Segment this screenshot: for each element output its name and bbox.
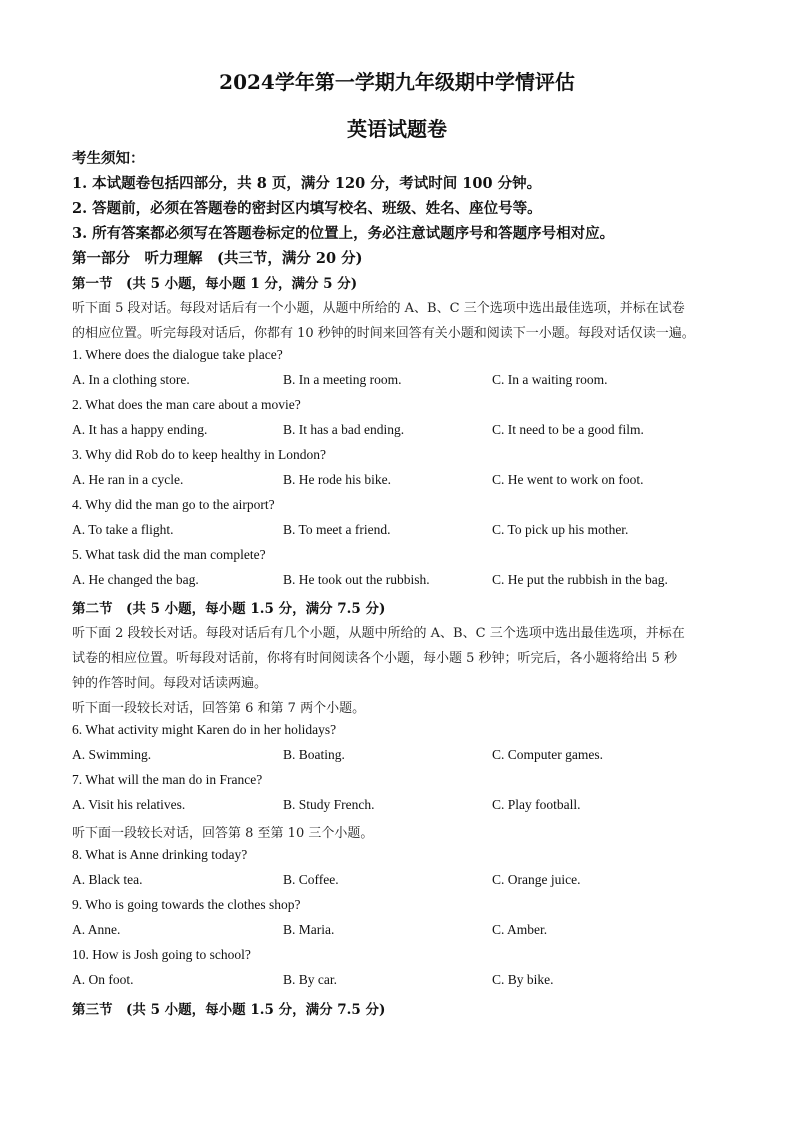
option-c: C. He went to work on foot. xyxy=(492,472,644,487)
option-c: C. Orange juice. xyxy=(492,872,581,887)
option-b: B. Study French. xyxy=(283,797,375,812)
question-text: 2. What does the man care about a movie? xyxy=(72,397,301,412)
question-text: 1. Where does the dialogue take place? xyxy=(72,347,283,362)
option-c: C. It need to be a good film. xyxy=(492,422,644,437)
question-text: 10. How is Josh going to school? xyxy=(72,947,251,962)
option-a: A. Visit his relatives. xyxy=(72,797,186,812)
option-a: A. Anne. xyxy=(72,922,121,937)
option-b: B. Boating. xyxy=(283,747,345,762)
section1-instruction: 听下面 5 段对话。每段对话后有一个小题，从题中所给的 A、B、C 三个选项中选出最佳选项，并标在试卷 xyxy=(72,301,685,316)
option-c: C. To pick up his mother. xyxy=(492,522,629,537)
option-a: A. Black tea. xyxy=(72,872,143,887)
section1-heading: 第一节 (共 5 小题，每小题 1 分，满分 5 分) xyxy=(72,276,358,292)
section2-sub-instruction: 听下面一段较长对话，回答第 6 和第 7 两个小题。 xyxy=(72,701,366,716)
option-c: C. Computer games. xyxy=(492,747,603,762)
question-text: 9. Who is going towards the clothes shop? xyxy=(72,897,301,912)
question-text: 7. What will the man do in France? xyxy=(72,772,263,787)
option-c: C. In a waiting room. xyxy=(492,372,608,387)
option-b: B. To meet a friend. xyxy=(283,522,391,537)
option-a: A. In a clothing store. xyxy=(72,372,190,387)
page-subtitle: 英语试题卷 xyxy=(347,117,447,141)
option-b: B. He rode his bike. xyxy=(283,472,391,487)
option-b: B. Coffee. xyxy=(283,872,339,887)
question-text: 4. Why did the man go to the airport? xyxy=(72,497,275,512)
option-c: C. Amber. xyxy=(492,922,548,937)
option-b: B. In a meeting room. xyxy=(283,372,402,387)
section2-instruction: 听下面 2 段较长对话。每段对话后有几个小题，从题中所给的 A、B、C 三个选项中选出最佳选项，并标在 xyxy=(72,626,685,641)
question-text: 8. What is Anne drinking today? xyxy=(72,847,248,862)
section2-instruction: 钟的作答时间。每段对话读两遍。 xyxy=(72,676,268,691)
section3-heading: 第三节 (共 5 小题，每小题 1.5 分，满分 7.5 分) xyxy=(72,1002,386,1018)
question-text: 5. What task did the man complete? xyxy=(72,547,266,562)
option-b: B. He took out the rubbish. xyxy=(283,572,430,587)
option-b: B. By car. xyxy=(283,972,337,987)
option-b: B. It has a bad ending. xyxy=(283,422,405,437)
option-a: A. He ran in a cycle. xyxy=(72,472,184,487)
option-c: C. By bike. xyxy=(492,972,554,987)
section2-heading: 第二节 (共 5 小题，每小题 1.5 分，满分 7.5 分) xyxy=(72,601,386,617)
notice-item: 1. 本试题卷包括四部分，共 8 页，满分 120 分，考试时间 100 分钟。 xyxy=(72,175,542,192)
option-c: C. Play football. xyxy=(492,797,581,812)
section2-instruction: 试卷的相应位置。听每段对话前，你将有时间阅读各个小题，每小题 5 秒钟；听完后，各小题将给出 5 秒 xyxy=(72,651,678,666)
notice-item: 2. 答题前，必须在答题卷的密封区内填写校名、班级、姓名、座位号等。 xyxy=(72,200,542,217)
section2-sub-instruction: 听下面一段较长对话，回答第 8 至第 10 三个小题。 xyxy=(72,826,374,841)
question-text: 6. What activity might Karen do in her holidays? xyxy=(72,722,337,737)
question-text: 3. Why did Rob do to keep healthy in London? xyxy=(72,447,326,462)
option-b: B. Maria. xyxy=(283,922,335,937)
page-title: 2024学年第一学期九年级期中学情评估 xyxy=(219,70,575,94)
notice-item: 3. 所有答案都必须写在答题卷标定的位置上，务必注意试题序号和答题序号相对应。 xyxy=(72,225,615,242)
section1-instruction: 的相应位置。听完每段对话后，你都有 10 秒钟的时间来回答有关小题和阅读下一小题。每段对话仅读一遍。 xyxy=(72,326,695,341)
option-a: A. To take a flight. xyxy=(72,522,174,537)
option-c: C. He put the rubbish in the bag. xyxy=(492,572,668,587)
option-a: A. It has a happy ending. xyxy=(72,422,208,437)
notice-heading: 考生须知： xyxy=(72,150,145,167)
option-a: A. He changed the bag. xyxy=(72,572,199,587)
option-a: A. Swimming. xyxy=(72,747,152,762)
part1-heading: 第一部分 听力理解 (共三节，满分 20 分) xyxy=(72,250,363,267)
option-a: A. On foot. xyxy=(72,972,134,987)
